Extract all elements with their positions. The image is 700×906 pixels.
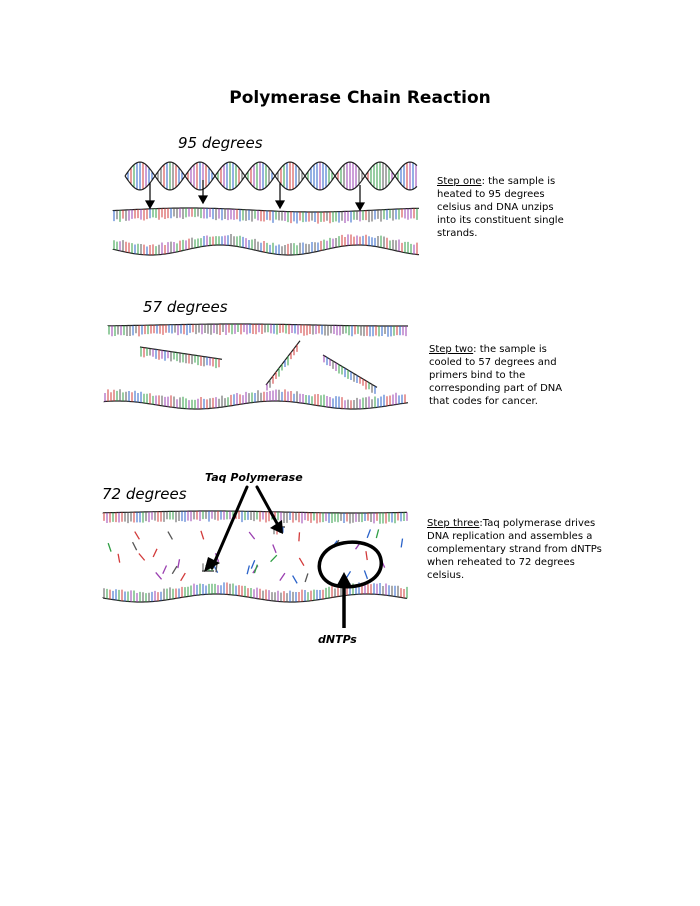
step-two-label: Step two xyxy=(429,344,474,355)
temperature-label-step-three: 72 degrees xyxy=(102,485,187,503)
step-three-text: :Taq polymerase drives DNA replication and assembles a complementary strand from dNTPs when reheated to 72 degrees celsius. xyxy=(427,518,602,581)
step-one-label: Step one xyxy=(437,176,482,187)
step-one-text: : the sample is heated to 95 degrees celsius and DNA unzips into its constituent single strands. xyxy=(437,176,564,239)
dna-strands xyxy=(103,162,419,602)
dntps-label: dNTPs xyxy=(318,633,357,646)
dntps-arrow xyxy=(337,572,351,628)
taq-polymerase-label: Taq Polymerase xyxy=(205,471,303,484)
page-title: Polymerase Chain Reaction xyxy=(229,88,491,108)
temperature-label-step-one: 95 degrees xyxy=(178,134,263,152)
step-two-text: : the sample is cooled to 57 degrees and primers bind to the corresponding part of DNA that codes for cancer. xyxy=(429,344,563,407)
temperature-label-step-two: 57 degrees xyxy=(143,298,228,316)
dntps-circle xyxy=(319,542,381,587)
polymerase-arrows xyxy=(212,487,279,568)
step-three-label: Step three xyxy=(427,518,480,529)
